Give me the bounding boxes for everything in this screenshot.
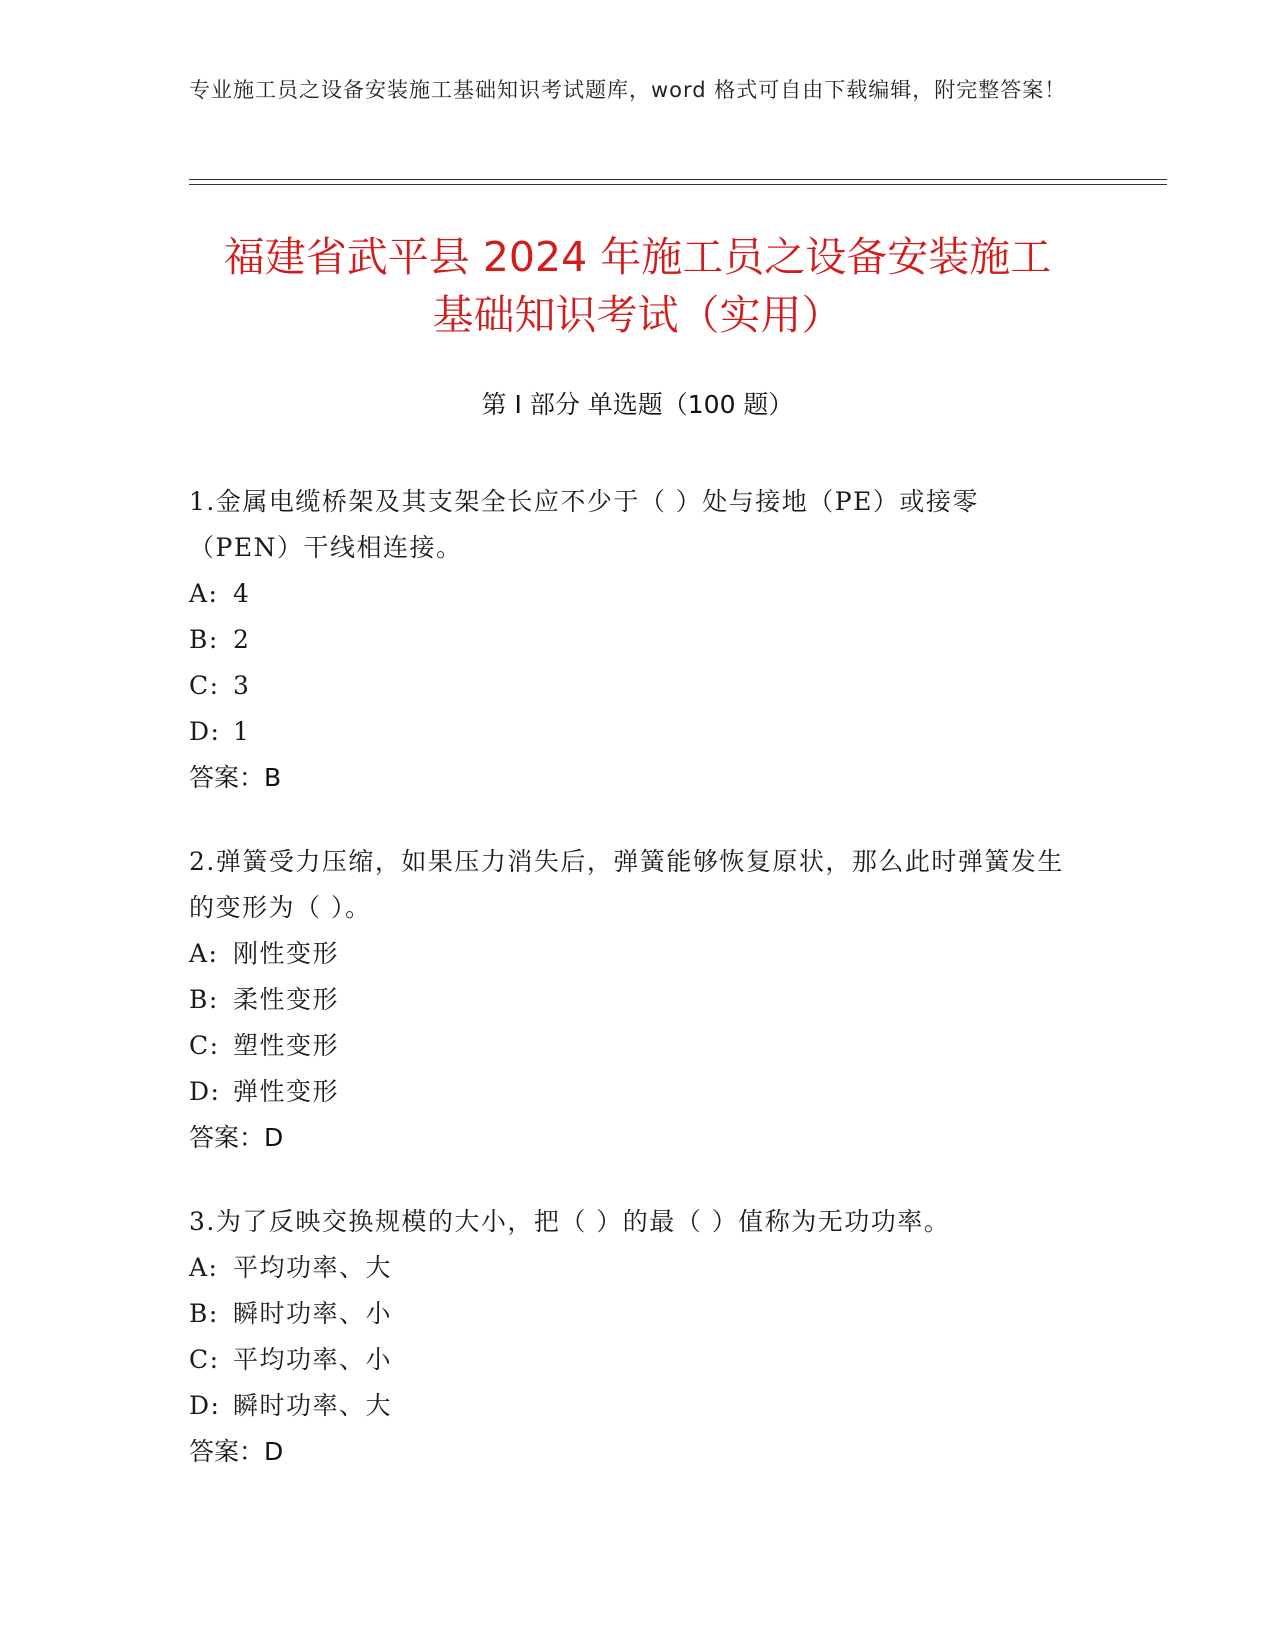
option-text: 弹性变形 bbox=[233, 1077, 340, 1106]
answer: 答案：D bbox=[189, 1437, 284, 1466]
document-title bbox=[150, 228, 1125, 344]
answer: 答案：B bbox=[189, 763, 282, 792]
option-text: 2 bbox=[233, 625, 251, 654]
option-letter: B: bbox=[189, 1299, 219, 1328]
option-b bbox=[189, 617, 1079, 663]
option-b bbox=[189, 977, 1079, 1023]
option-text: 刚性变形 bbox=[233, 939, 340, 968]
option-text: 1 bbox=[233, 717, 251, 746]
option-text: 柔性变形 bbox=[233, 985, 340, 1014]
option-d bbox=[189, 709, 1079, 755]
option-letter: D: bbox=[189, 1077, 221, 1106]
option-letter: C: bbox=[189, 1031, 220, 1060]
option-letter: A: bbox=[189, 579, 219, 608]
option-c bbox=[189, 1023, 1079, 1069]
question-1 bbox=[189, 479, 1079, 801]
option-text: 塑性变形 bbox=[233, 1031, 340, 1060]
option-letter: C: bbox=[189, 1345, 220, 1374]
question-list bbox=[189, 479, 1079, 1513]
option-d bbox=[189, 1383, 1079, 1429]
option-letter: B: bbox=[189, 625, 219, 654]
option-letter: B: bbox=[189, 985, 219, 1014]
option-text: 瞬时功率、小 bbox=[233, 1299, 393, 1328]
option-d bbox=[189, 1069, 1079, 1115]
question-stem: 3.为了反映交换规模的大小，把（ ）的最（ ）值称为无功功率。 bbox=[189, 1207, 951, 1236]
section-title: 第 I 部分 单选题（100 题） bbox=[481, 390, 794, 419]
option-text: 4 bbox=[233, 579, 251, 608]
option-letter: D: bbox=[189, 717, 221, 746]
option-text: 瞬时功率、大 bbox=[233, 1391, 393, 1420]
document-title-line-2: 基础知识考试（实用） bbox=[432, 291, 843, 339]
option-text: 平均功率、小 bbox=[233, 1345, 393, 1374]
option-letter: A: bbox=[189, 1253, 219, 1282]
option-a bbox=[189, 931, 1079, 977]
option-c bbox=[189, 663, 1079, 709]
option-c bbox=[189, 1337, 1079, 1383]
answer: 答案：D bbox=[189, 1123, 284, 1152]
option-letter: C: bbox=[189, 671, 220, 700]
option-a bbox=[189, 1245, 1079, 1291]
header-rule-top bbox=[189, 179, 1167, 180]
option-b bbox=[189, 1291, 1079, 1337]
question-stem: 2.弹簧受力压缩，如果压力消失后，弹簧能够恢复原状，那么此时弹簧发生的变形为（ ）。 bbox=[189, 847, 1064, 922]
question-3 bbox=[189, 1199, 1079, 1475]
option-a bbox=[189, 571, 1079, 617]
option-text: 3 bbox=[233, 671, 251, 700]
document-title-line-1: 福建省武平县 2024 年施工员之设备安装施工 bbox=[223, 233, 1052, 281]
question-2 bbox=[189, 839, 1079, 1161]
header-rule-bottom bbox=[189, 184, 1167, 185]
option-letter: A: bbox=[189, 939, 219, 968]
header-note: 专业施工员之设备安装施工基础知识考试题库，word 格式可自由下载编辑，附完整答案！ bbox=[189, 78, 1067, 102]
option-text: 平均功率、大 bbox=[233, 1253, 393, 1282]
question-stem: 1.金属电缆桥架及其支架全长应不少于（ ）处与接地（PE）或接零（PEN）干线相连接。 bbox=[189, 487, 979, 562]
option-letter: D: bbox=[189, 1391, 221, 1420]
